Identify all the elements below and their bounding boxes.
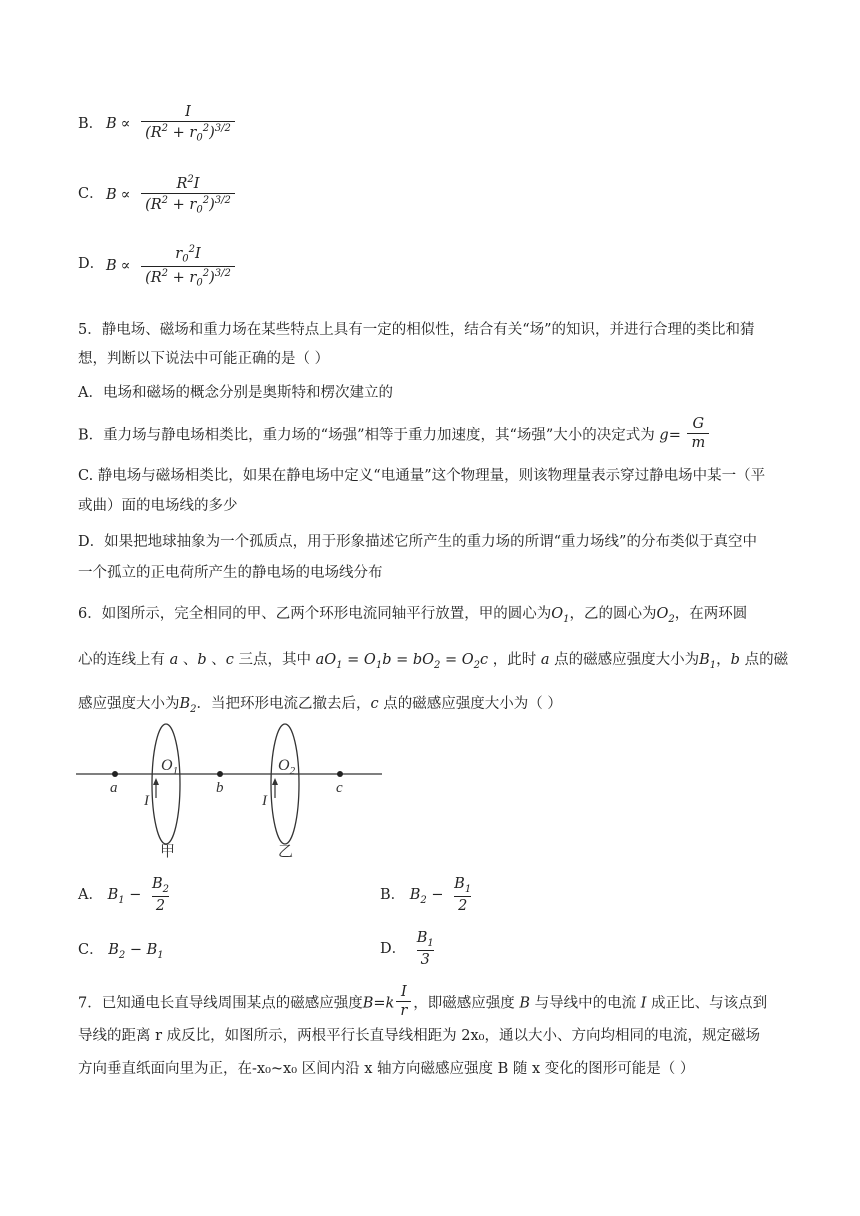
label-yi: 乙 — [278, 842, 294, 860]
q6-option-d: D． $\frac{B_1}{3}$ — [380, 930, 434, 968]
q4-option-b: B． B ∝ $\frac{I}{(R^2 + r_0^2)^{3/2}}$ — [78, 112, 103, 133]
point-c — [337, 771, 343, 777]
label-o1: $O_1$ — [161, 757, 179, 777]
q5-option-b: B．重力场与静电场相类比，重力场的“场强”相等于重力加速度，其“场强”大小的决定式为 g= $\frac{G}{m}$ — [78, 418, 711, 453]
q5-option-c-line1: C. 静电场与磁场相类比，如果在静电场中定义“电通量”这个物理量，则该物理量表示穿过静电场中某一（平 — [78, 468, 766, 484]
q4-c-formula: B ∝ $\frac{R^2I}{(R^2 + r_0^2)^{3/2}}$ — [106, 174, 237, 216]
label-a: a — [110, 780, 118, 796]
q7-line2: 导线的距离 r 成反比，如图所示，两根平行长直导线相距为 2x₀，通以大小、方向均相同的电流，规定磁场 — [78, 1028, 760, 1044]
q6-figure — [74, 722, 394, 862]
q5-option-d-line1: D．如果把地球抽象为一个孤质点，用于形象描述它所产生的重力场的所谓“重力场线”的分布类似于真空中 — [78, 534, 757, 550]
q5-option-d-line2: 一个孤立的正电荷所产生的静电场的电场线分布 — [78, 565, 383, 581]
q6-line3: 感应强度大小为$B_2$．当把环形电流乙撤去后，c 点的磁感应强度大小为（ ） — [78, 696, 562, 715]
q6-line2: 心的连线上有 a 、b 、c 三点，其中 $aO_1 = O_1b = bO_2 = O_2c$ ，此时 a 点的磁感应强度大小为$B_1$，b 点的磁 — [78, 652, 789, 671]
point-a — [112, 771, 118, 777]
q4-d-formula: B ∝ $\frac{r_0^2I}{(R^2 + r_0^2)^{3/2}}$ — [106, 244, 237, 288]
q5-b-fraction: $\frac{G}{m}$ — [687, 416, 709, 451]
q5-stem-line1: 5．静电场、磁场和重力场在某些特点上具有一定的相似性，结合有关“场”的知识，并进行合理的类比和猜 — [78, 322, 755, 338]
label-i1: I — [144, 793, 149, 809]
label-jia: 甲 — [160, 842, 176, 860]
q6-option-c: C． $B_2 - B_1$ — [78, 942, 164, 961]
q5-stem-line2: 想，判断以下说法中可能正确的是（ ） — [78, 351, 330, 367]
q4-option-d: D． B ∝ $\frac{r_0^2I}{(R^2 + r_0^2)^{3/2}}$ — [78, 252, 104, 273]
q4-b-formula: B ∝ $\frac{I}{(R^2 + r_0^2)^{3/2}}$ — [106, 104, 237, 144]
label-o2: $O_2$ — [278, 757, 296, 777]
q5-option-c-line2: 或曲）面的电场线的多少 — [78, 498, 238, 514]
q6-option-a: A． $B_1$ − $\frac{B_2}{2}$ — [78, 876, 170, 914]
point-b — [217, 771, 223, 777]
q7-line1: 7．已知通电长直导线周围某点的磁感应强度B=k $\frac{I}{r}$ ，即磁感应强度 B 与导线中的电流 I 成正比、与该点到 — [78, 984, 768, 1019]
label-i2: I — [262, 793, 267, 809]
q6-line1: 6．如图所示，完全相同的甲、乙两个环形电流同轴平行放置，甲的圆心为$O_1$，乙的圆心为$O_2$，在两环圆 — [78, 606, 748, 625]
q6-option-b: B． $B_2$ − $\frac{B_1}{2}$ — [380, 876, 472, 914]
q4-option-c: C． B ∝ $\frac{R^2I}{(R^2 + r_0^2)^{3/2}}$ — [78, 182, 104, 203]
q5-option-a: A．电场和磁场的概念分别是奥斯特和楞次建立的 — [78, 385, 393, 401]
q7-line3: 方向垂直纸面向里为正，在-x₀~x₀ 区间内沿 x 轴方向磁感应强度 B 随 x 变化的图形可能是（ ） — [78, 1061, 695, 1077]
label-b: b — [216, 780, 224, 796]
label-c: c — [336, 780, 343, 796]
